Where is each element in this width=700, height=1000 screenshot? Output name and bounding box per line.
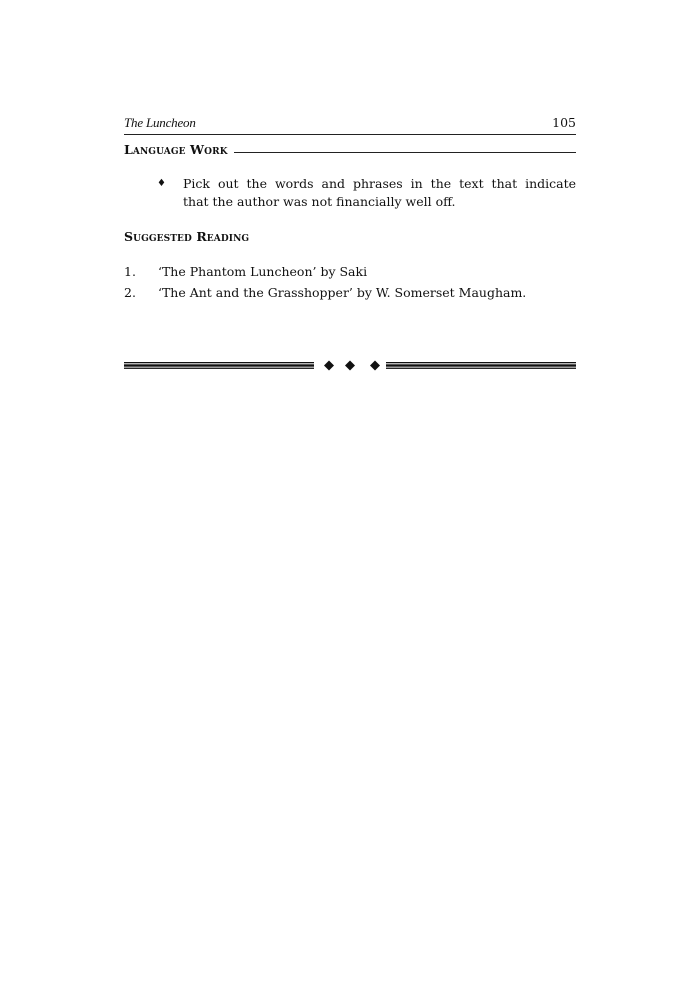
diamond-icon	[345, 361, 355, 371]
suggested-reading-list	[124, 261, 576, 303]
page-number: 105	[552, 115, 576, 130]
heading-rule	[234, 152, 576, 153]
diamond-bullet-icon: ♦	[157, 178, 166, 189]
running-title: The Luncheon	[124, 115, 196, 130]
divider-line-left	[124, 364, 314, 366]
list-item	[124, 282, 576, 303]
bullet-text	[183, 175, 576, 211]
ornamental-divider	[124, 358, 576, 372]
list-item-text: ‘The Ant and the Grasshopper’ by W. Somerset Maugham.	[158, 285, 527, 300]
section-heading-language-work	[124, 142, 576, 157]
list-item-text: ‘The Phantom Luncheon’ by Saki	[158, 264, 368, 279]
divider-line-right	[386, 368, 576, 369]
section-heading-label: Suggested Reading	[124, 229, 250, 244]
list-item	[124, 261, 576, 282]
list-item-number: 1.	[124, 264, 136, 279]
divider-graphic	[124, 358, 576, 372]
divider-line-right	[386, 362, 576, 363]
section-heading-suggested-reading	[124, 229, 249, 244]
divider-line-left	[124, 368, 314, 369]
bullet-text-line: that the author was not financially well off.	[183, 194, 456, 209]
divider-line-right	[386, 364, 576, 366]
list-item-number: 2.	[124, 285, 136, 300]
diamond-icon	[370, 361, 380, 371]
section-heading-label: Language Work	[124, 142, 228, 157]
diamond-icon	[324, 361, 334, 371]
running-header	[124, 114, 576, 135]
divider-line-left	[124, 362, 314, 363]
bullet-text-line: Pick out the words and phrases in the text that indicate	[183, 176, 576, 191]
